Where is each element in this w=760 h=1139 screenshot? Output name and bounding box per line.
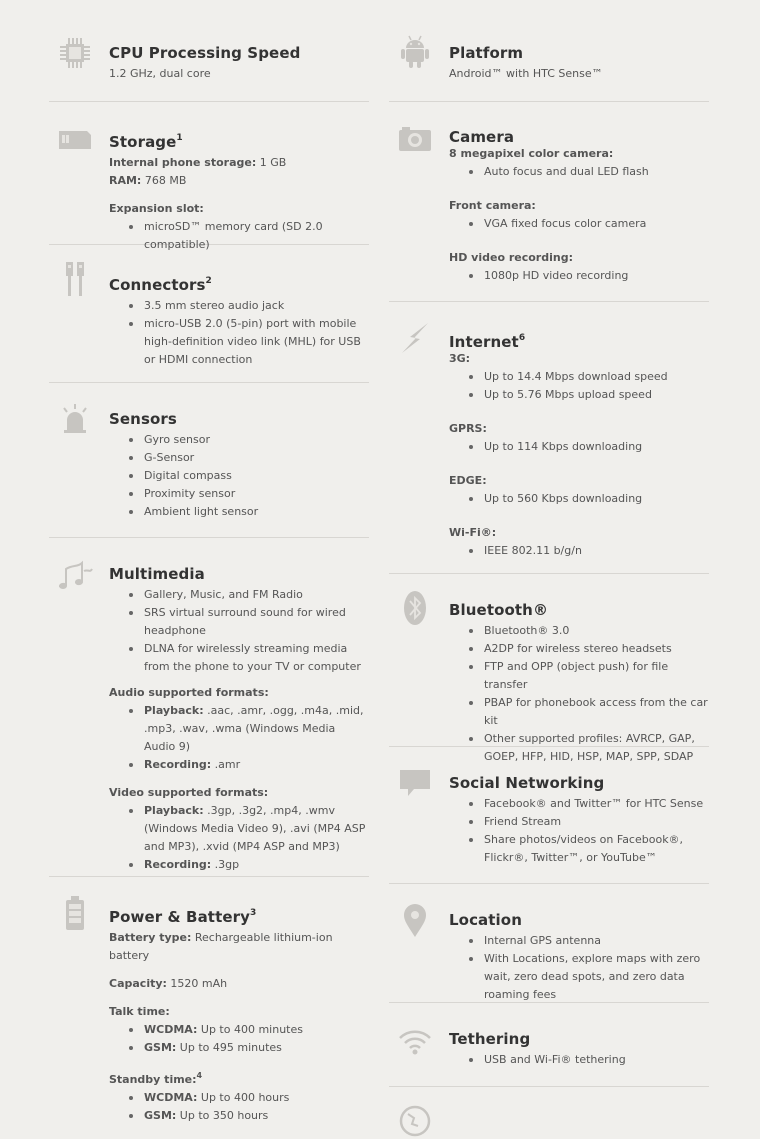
main-camera-label: 8 megapixel color camera: [449, 147, 614, 160]
social-section [389, 747, 709, 884]
bluetooth-section [389, 574, 709, 763]
edge-list [469, 490, 709, 508]
standby-time-text: Standby time: [109, 1073, 197, 1086]
battery-type-value: Rechargeable lithium-ion battery [109, 931, 333, 962]
talk-gsm-value: Up to 495 minutes [176, 1041, 282, 1054]
multimedia-list [129, 586, 369, 676]
standby-footnote: 4 [196, 1071, 203, 1080]
battery-type [109, 929, 369, 965]
platform-value: Android™ with HTC Sense™ [449, 67, 603, 80]
location-section [389, 884, 709, 1003]
hd-video-list [469, 267, 709, 285]
list-item: Auto focus and dual LED flash [469, 163, 709, 181]
sensors-title: Sensors [109, 410, 177, 428]
camera-icon [397, 121, 433, 157]
battery-type-label: Battery type: [109, 931, 192, 944]
list-item: Up to 114 Kbps downloading [469, 438, 709, 456]
list-item: microSD™ memory card (SD 2.0 compatible) [129, 218, 369, 254]
gprs-label: GPRS: [449, 422, 487, 435]
capacity-label: Capacity: [109, 977, 167, 990]
list-item [129, 1089, 369, 1107]
globe-icon [397, 1103, 433, 1139]
cpu-value: 1.2 GHz, dual core [109, 67, 211, 80]
location-list [469, 932, 709, 1004]
storage-card-icon [57, 122, 93, 158]
video-formats-label: Video supported formats: [109, 786, 269, 799]
location-title: Location [449, 911, 522, 929]
next-section-partial [389, 1087, 709, 1127]
list-item: DLNA for wirelessly streaming media from the phone to your TV or computer [129, 640, 369, 676]
list-item: Other supported profiles: AVRCP, GAP, GOEP, HFP, HID, HSP, MAP, SPP, SDAP [469, 730, 709, 766]
ram-label: RAM: [109, 174, 142, 187]
gprs-list [469, 438, 709, 456]
video-recording-label: Recording: [144, 858, 212, 871]
list-item [129, 1039, 369, 1057]
list-item: G-Sensor [129, 449, 369, 467]
list-item: 1080p HD video recording [469, 267, 709, 285]
audio-recording-value: .amr [211, 758, 241, 771]
standby-wcdma-value: Up to 400 hours [197, 1091, 290, 1104]
list-item [129, 756, 369, 774]
ram-value: 768 MB [141, 174, 187, 187]
camera-section [389, 102, 709, 302]
bluetooth-list [469, 622, 709, 766]
wifi-list [469, 542, 709, 560]
chip-icon [57, 35, 93, 71]
internal-storage-label: Internal phone storage: [109, 156, 257, 169]
connectors-section [49, 245, 369, 383]
list-item: Gyro sensor [129, 431, 369, 449]
internet-section [389, 302, 709, 574]
standby-gsm-label: GSM: [144, 1109, 177, 1122]
list-item: Up to 5.76 Mbps upload speed [469, 386, 709, 404]
list-item: micro-USB 2.0 (5-pin) port with mobile high-definition video link (MHL) for USB or HDMI connection [129, 315, 369, 369]
tethering-list [469, 1051, 709, 1069]
audio-playback-label: Playback: [144, 704, 204, 717]
sensors-list [129, 431, 369, 521]
battery-icon [57, 895, 93, 931]
list-item: FTP and OPP (object push) for file transfer [469, 658, 709, 694]
power-footnote: 3 [250, 908, 257, 918]
cpu-section [49, 30, 369, 102]
list-item: SRS virtual surround sound for wired headphone [129, 604, 369, 640]
list-item: 3.5 mm stereo audio jack [129, 297, 369, 315]
front-camera-list [469, 215, 709, 233]
list-item: A2DP for wireless stereo headsets [469, 640, 709, 658]
3g-list [469, 368, 709, 404]
storage-section [49, 102, 369, 251]
right-column [389, 30, 709, 1127]
tethering-title: Tethering [449, 1030, 531, 1048]
internal-storage [109, 154, 369, 172]
standby-time-list [129, 1089, 369, 1125]
list-item [129, 802, 369, 856]
list-item: Proximity sensor [129, 485, 369, 503]
storage-title [109, 128, 369, 152]
cable-plug-icon [57, 261, 93, 297]
connectors-list [129, 297, 369, 369]
edge-label: EDGE: [449, 474, 487, 487]
list-item: Friend Stream [469, 813, 709, 831]
music-note-icon [57, 558, 93, 594]
power-title-text: Power & Battery [109, 908, 250, 926]
video-playback-label: Playback: [144, 804, 204, 817]
social-title: Social Networking [449, 774, 605, 792]
list-item: Digital compass [129, 467, 369, 485]
multimedia-title: Multimedia [109, 565, 205, 583]
storage-title-text: Storage [109, 133, 177, 151]
connectors-footnote: 2 [205, 276, 212, 286]
left-column [49, 30, 369, 1125]
internet-title [449, 328, 709, 352]
platform-section [389, 30, 709, 102]
map-pin-icon [397, 902, 433, 938]
list-item: Facebook® and Twitter™ for HTC Sense [469, 795, 709, 813]
list-item [129, 702, 369, 756]
talk-wcdma-label: WCDMA: [144, 1023, 198, 1036]
front-camera-label: Front camera: [449, 199, 536, 212]
capacity-value: 1520 mAh [166, 977, 228, 990]
capacity [109, 975, 369, 993]
platform-title: Platform [449, 44, 524, 62]
connectors-title [109, 271, 369, 295]
storage-footnote: 1 [176, 133, 183, 143]
tethering-section [389, 1003, 709, 1087]
audio-playback-value: .aac, .amr, .ogg, .m4a, .mid, .mp3, .wav, .wma (Windows Media Audio 9) [144, 704, 364, 753]
power-title [109, 903, 369, 927]
hd-video-label: HD video recording: [449, 251, 573, 264]
expansion-slot-label: Expansion slot: [109, 202, 204, 215]
sensor-light-icon [57, 401, 93, 437]
list-item: Bluetooth® 3.0 [469, 622, 709, 640]
camera-title: Camera [449, 128, 515, 146]
video-playback-value: .3gp, .3g2, .mp4, .wmv (Windows Media Video 9), .avi (MP4 ASP and MP3), .xvid (MP4 ASP and MP3) [144, 804, 366, 853]
audio-recording-label: Recording: [144, 758, 212, 771]
bluetooth-title: Bluetooth® [449, 601, 549, 619]
list-item: VGA fixed focus color camera [469, 215, 709, 233]
video-formats-list [129, 802, 369, 874]
speech-bubble-icon [397, 765, 433, 801]
list-item: Internal GPS antenna [469, 932, 709, 950]
standby-gsm-value: Up to 350 hours [176, 1109, 269, 1122]
list-item: With Locations, explore maps with zero wait, zero dead spots, and zero data roaming fees [469, 950, 709, 1004]
list-item: Ambient light sensor [129, 503, 369, 521]
list-item [129, 1107, 369, 1125]
list-item: IEEE 802.11 b/g/n [469, 542, 709, 560]
audio-formats-list [129, 702, 369, 774]
internal-storage-value: 1 GB [256, 156, 287, 169]
video-recording-value: .3gp [211, 858, 240, 871]
internet-footnote: 6 [518, 333, 526, 343]
internet-title-text: Internet [449, 333, 519, 351]
standby-time-label [109, 1067, 369, 1089]
connectors-title-text: Connectors [109, 276, 206, 294]
audio-formats-label: Audio supported formats: [109, 686, 269, 699]
cpu-title: CPU Processing Speed [109, 44, 301, 62]
multimedia-section [49, 538, 369, 877]
talk-time-label: Talk time: [109, 1005, 170, 1018]
list-item: PBAP for phonebook access from the car kit [469, 694, 709, 730]
list-item: Gallery, Music, and FM Radio [129, 586, 369, 604]
wifi-label: Wi-Fi®: [449, 526, 497, 539]
talk-gsm-label: GSM: [144, 1041, 177, 1054]
bluetooth-icon [397, 590, 433, 626]
list-item: Up to 14.4 Mbps download speed [469, 368, 709, 386]
3g-label: 3G: [449, 352, 471, 365]
talk-time-list [129, 1021, 369, 1057]
android-robot-icon [397, 34, 433, 70]
talk-wcdma-value: Up to 400 minutes [197, 1023, 303, 1036]
ram [109, 172, 369, 190]
list-item: Up to 560 Kbps downloading [469, 490, 709, 508]
list-item: Share photos/videos on Facebook®, Flickr®, Twitter™, or YouTube™ [469, 831, 709, 867]
standby-wcdma-label: WCDMA: [144, 1091, 198, 1104]
list-item [129, 856, 369, 874]
list-item: USB and Wi-Fi® tethering [469, 1051, 709, 1069]
power-section [49, 877, 369, 1125]
wifi-signal-icon [397, 1023, 433, 1059]
sensors-section [49, 383, 369, 538]
lightning-bolt-icon [397, 320, 433, 356]
list-item [129, 1021, 369, 1039]
main-camera-list [469, 163, 709, 181]
social-list [469, 795, 709, 867]
